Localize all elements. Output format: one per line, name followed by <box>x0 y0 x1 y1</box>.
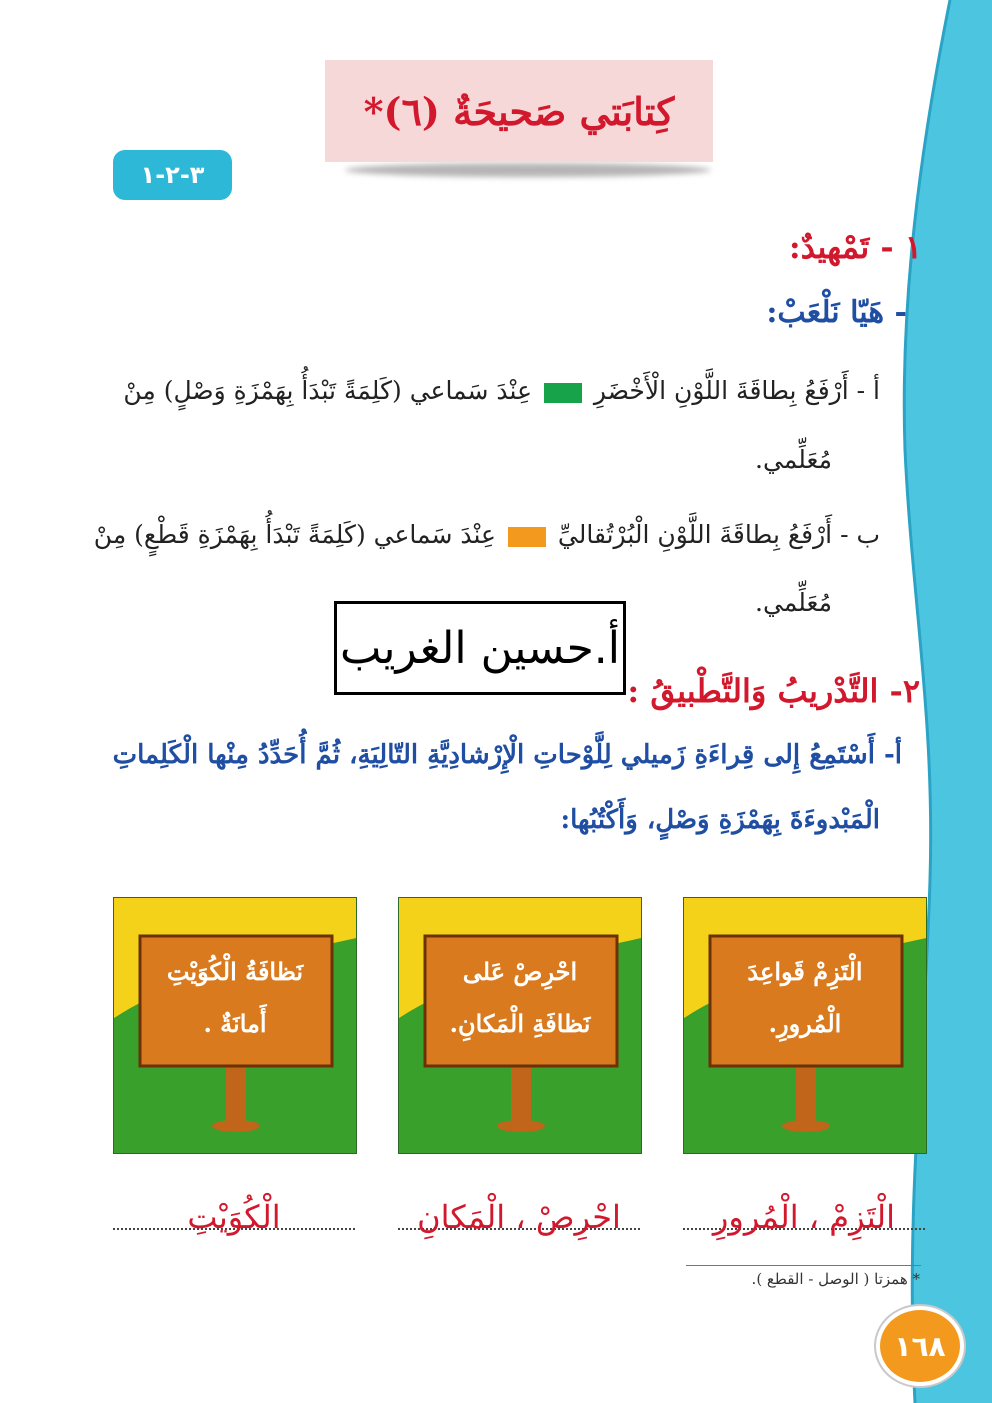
sign-card-3 <box>113 897 357 1154</box>
sign-3-line1: نَظافَةُ الْكُوَيْتِ <box>166 957 304 986</box>
answer-1-text: الْتَزِمْ ، الْمُرورِ <box>712 1198 896 1236</box>
sign-2-line2: نَظافَةِ الْمَكانِ. <box>449 1009 591 1038</box>
title-shadow <box>345 163 711 177</box>
section1-subheading: - هَيّا نَلْعَبْ: <box>766 295 907 330</box>
section1-heading: ١ - تَمْهيدٌ: <box>788 228 922 266</box>
instruction-a <box>120 376 880 405</box>
sign-card-1 <box>683 897 927 1154</box>
orange-card-swatch <box>508 527 546 547</box>
instruction-b-end: مُعَلِّمي. <box>755 588 832 617</box>
section2-heading: ٢- التَّدْريبُ وَالتَّطْبيقُ : <box>627 672 920 710</box>
lesson-code-badge <box>113 150 232 200</box>
page-number: ١٦٨ <box>894 1329 946 1363</box>
section2-instruction-line2: الْمَبْدوءَةَ بِهَمْزَةِ وَصْلٍ، وَأَكْتُبُها: <box>560 805 880 835</box>
instruction-a-end: مُعَلِّمي. <box>755 445 832 474</box>
lesson-code: ٣-٢-١ <box>140 161 205 189</box>
answer-2-text: احْرِصْ ، الْمَكانِ <box>417 1198 621 1236</box>
section2-instruction-line1: أ- أَسْتَمِعُ إِلى قِراءَةِ زَميلي لِلَّوْحاتِ الْإِرْشادِيَّةِ التّالِيَةِ، ثُمَّ أُحَدِّدُ مِنْها الْكَلِماتِ <box>112 740 902 770</box>
answer-3-text: الْكُوَيْتِ <box>187 1198 281 1236</box>
instruction-a-part2: عِنْدَ سَماعي (كَلِمَةً تَبْدَأُ بِهَمْزَةِ وَصْلٍ) مِنْ <box>123 376 532 405</box>
title-banner <box>325 60 713 162</box>
instruction-b-part1: ب - أَرْفَعُ بِطاقَةَ اللَّوْنِ الْبُرْتُقاليِّ <box>557 520 880 549</box>
sign-card-2 <box>398 897 642 1154</box>
sign-1-text <box>684 946 926 1050</box>
footnote: * همزتا ( الوصل - القطع ). <box>751 1270 920 1288</box>
answer-line-2[interactable] <box>398 1198 640 1238</box>
sign-3-text <box>114 946 356 1050</box>
answer-line-1[interactable] <box>683 1198 925 1238</box>
sign-2-line1: احْرِصْ عَلى <box>462 957 578 986</box>
answer-line-3[interactable] <box>113 1198 355 1238</box>
sign-1-line2: الْمُرورِ. <box>768 1009 842 1038</box>
instruction-a-part1: أ - أَرْفَعُ بِطاقَةَ اللَّوْنِ الْأَخْضَرِ <box>593 376 880 405</box>
sign-1-line1: الْتَزِمْ قَواعِدَ <box>747 957 863 986</box>
page-number-badge <box>876 1306 964 1386</box>
sign-3-line2: أَمانَةٌ . <box>203 1009 267 1038</box>
author-stamp <box>334 601 626 695</box>
author-stamp-text: أ.حسين الغريب <box>340 622 621 674</box>
instruction-b <box>93 520 880 549</box>
green-card-swatch <box>544 383 582 403</box>
page-title: كِتابَتي صَحيحَةٌ (٦)* <box>363 88 675 134</box>
instruction-b-part2: عِنْدَ سَماعي (كَلِمَةً تَبْدَأُ بِهَمْزَةِ قَطْعٍ) مِنْ <box>93 520 496 549</box>
sign-2-text <box>399 946 641 1050</box>
footnote-divider <box>686 1265 921 1266</box>
